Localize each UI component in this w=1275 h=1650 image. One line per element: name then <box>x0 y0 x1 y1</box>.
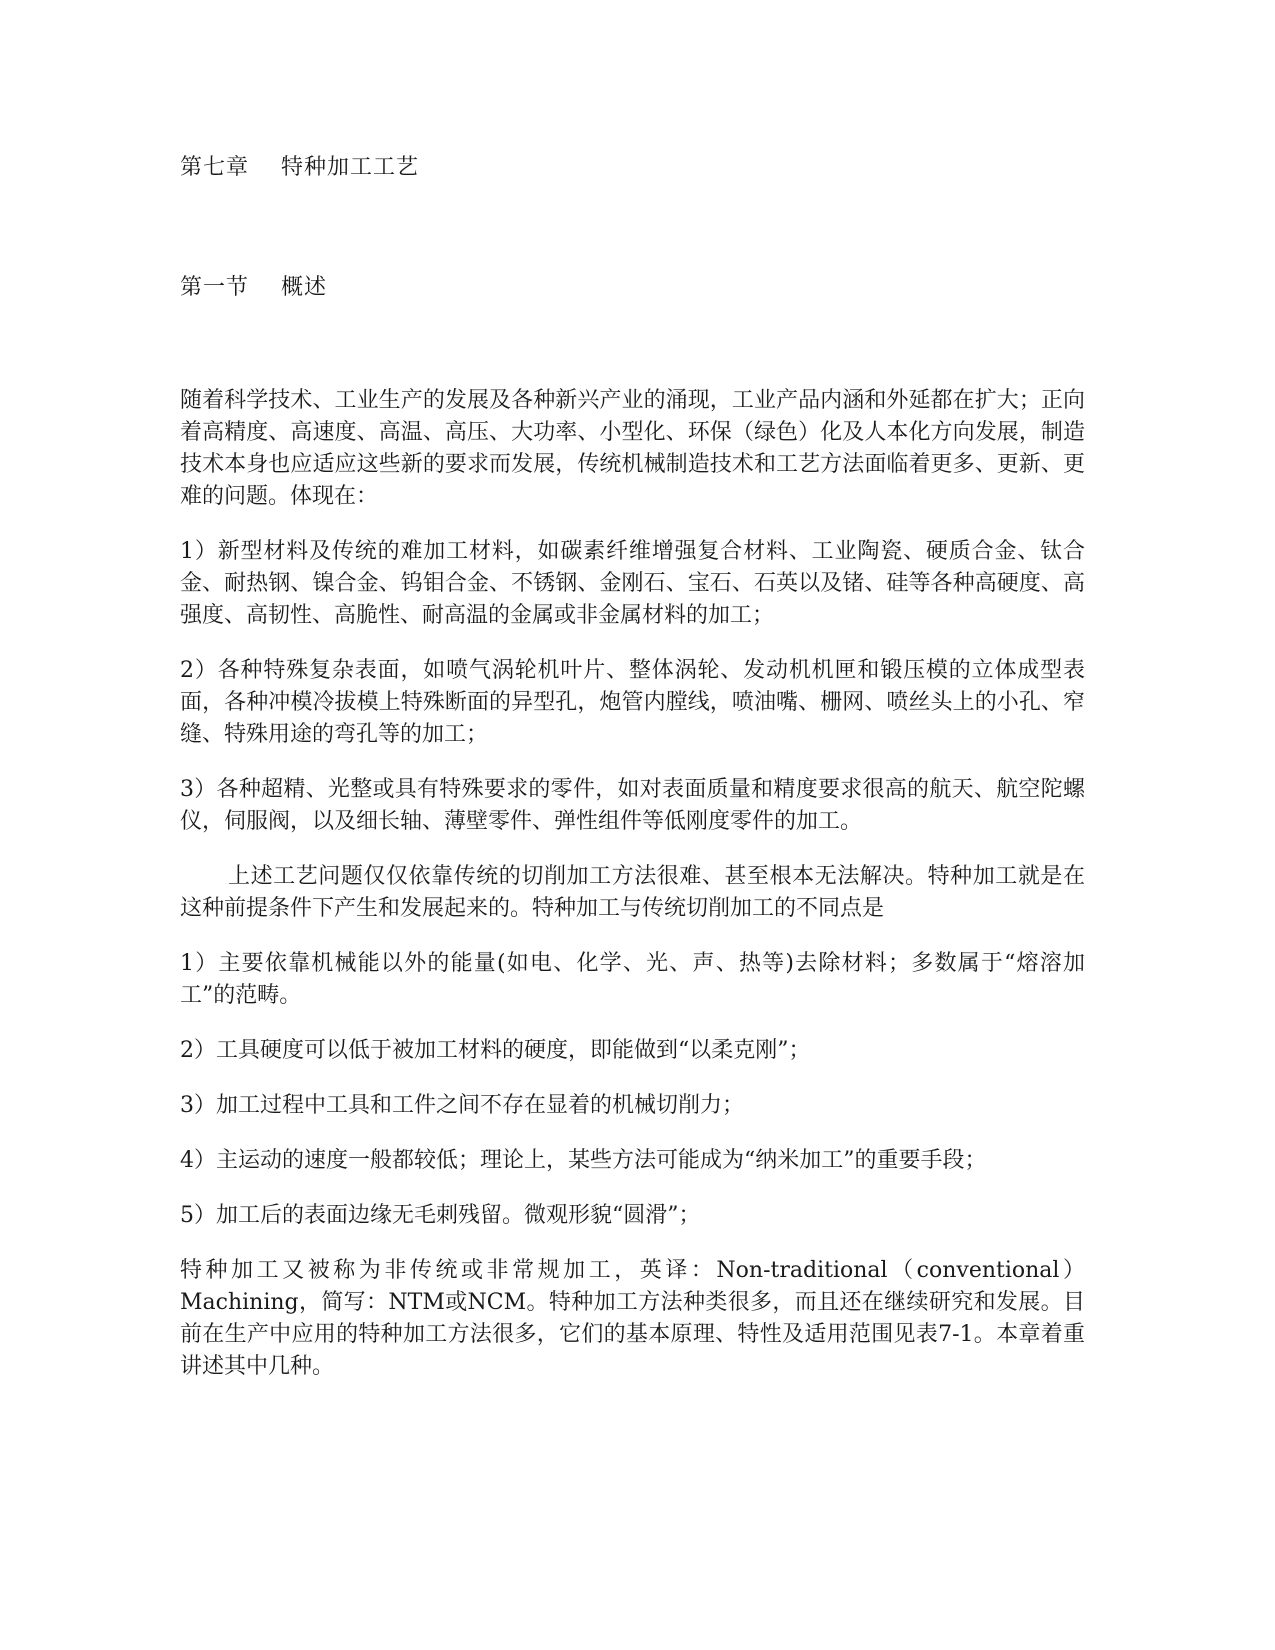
difference-item-energy: 1）主要依靠机械能以外的能量(如电、化学、光、声、热等)去除材料；多数属于“熔溶加工”的范畴。 <box>180 951 1085 1008</box>
list-item-complex-surfaces: 2）各种特殊复杂表面，如喷气涡轮机叶片、整体涡轮、发动机机匣和锻压模的立体成型表面，各种冲模冷拔模上特殊断面的异型孔，炮管内膛线，喷油嘴、栅网、喷丝头上的小孔、窄缝、特殊用途的弯孔等的加工； <box>180 658 1085 747</box>
difference-item-speed: 4）主运动的速度一般都较低；理论上，某些方法可能成为“纳米加工”的重要手段； <box>180 1148 987 1173</box>
summary-paragraph: 特种加工又被称为非传统或非常规加工，英译：Non-traditional（conventional）Machining，简写：NTM或NCM。特种加工方法种类很多，而且还在继续研究和发展。目前在生产中应用的特种加工方法很多，它们的基本原理、特性及适用范围见表7-1。本章着重讲述其中几种。 <box>180 1258 1085 1379</box>
list-item-precision-parts: 3）各种超精、光整或具有特殊要求的零件，如对表面质量和精度要求很高的航天、航空陀螺仪，伺服阀，以及细长轴、薄壁零件、弹性组件等低刚度零件的加工。 <box>180 777 1085 834</box>
transition-paragraph: 上述工艺问题仅仅依靠传统的切削加工方法很难、甚至根本无法解决。特种加工就是在这种前提条件下产生和发展起来的。特种加工与传统切削加工的不同点是 <box>180 864 1085 921</box>
difference-item-cutting-force: 3）加工过程中工具和工件之间不存在显着的机械切削力； <box>180 1093 744 1118</box>
chapter-title: 第七章 特种加工工艺 <box>180 155 419 180</box>
intro-paragraph: 随着科学技术、工业生产的发展及各种新兴产业的涌现，工业产品内涵和外延都在扩大；正向着高精度、高速度、高温、高压、大功率、小型化、环保（绿色）化及人本化方向发展，制造技术本身也应适应这些新的要求而发展，传统机械制造技术和工艺方法面临着更多、更新、更难的问题。体现在： <box>180 388 1085 509</box>
body-text <box>180 385 1085 1406</box>
difference-item-surface: 5）加工后的表面边缘无毛刺残留。微观形貌“圆滑”； <box>180 1203 701 1228</box>
document-page <box>180 0 1085 1650</box>
difference-item-tool-hardness: 2）工具硬度可以低于被加工材料的硬度，即能做到“以柔克刚”； <box>180 1038 811 1063</box>
section-title: 第一节 概述 <box>180 275 327 300</box>
list-item-new-materials: 1）新型材料及传统的难加工材料，如碳素纤维增强复合材料、工业陶瓷、硬质合金、钛合金、耐热钢、镍合金、钨钼合金、不锈钢、金刚石、宝石、石英以及锗、硅等各种高硬度、高强度、高韧性、高脆性、耐高温的金属或非金属材料的加工； <box>180 539 1085 628</box>
